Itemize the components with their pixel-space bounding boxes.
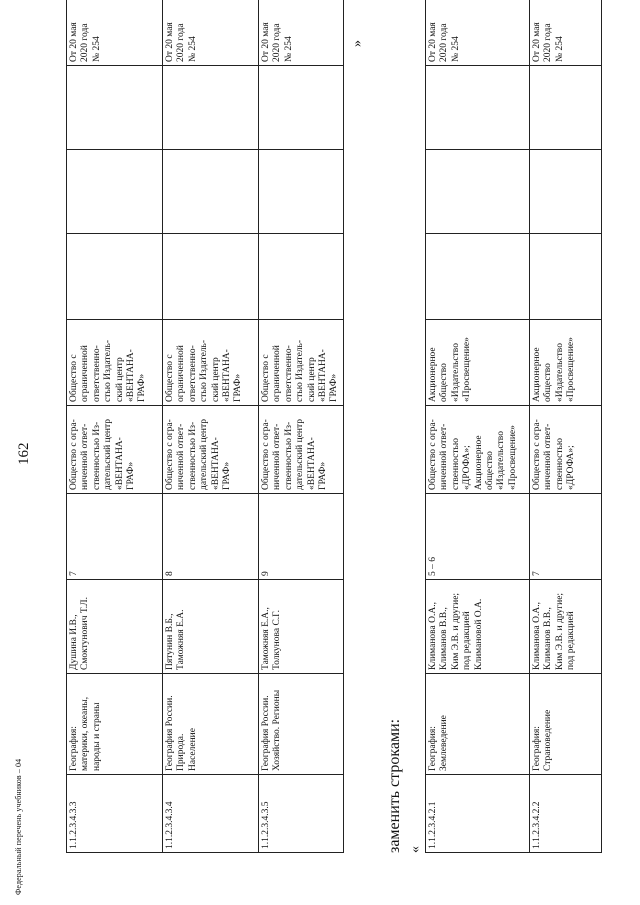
cell-code xyxy=(67,775,163,853)
cell-code xyxy=(530,775,602,853)
cell-publisher2 xyxy=(530,320,602,406)
cell-publisher xyxy=(163,406,259,494)
cell-grade xyxy=(530,494,602,580)
cell-text-date: От 20 мая 2020 года № 254 xyxy=(428,22,461,62)
cell-text-date: От 20 мая 2020 года № 254 xyxy=(532,22,565,62)
cell-empty xyxy=(530,66,602,150)
cell-title xyxy=(67,674,163,775)
cell-empty xyxy=(163,66,259,150)
cell-text-publisher2: Акционерное общество «Издательство «Просвещение» xyxy=(532,337,577,402)
textbook-table-top xyxy=(66,0,344,853)
cell-empty xyxy=(530,150,602,234)
cell-text-publisher: Общество с огра- ниченной ответ- ственностью Из- дательский центр «ВЕНТАНА- ГРАФ» xyxy=(261,418,328,490)
cell-text-publisher2: Общество с ограниченной ответственно- стью Издатель- ский центр «ВЕНТАНА- ГРАФ» xyxy=(165,339,244,402)
cell-empty xyxy=(426,66,530,150)
cell-text-publisher2: Общество с ограниченной ответственно- стью Издатель- ский центр «ВЕНТАНА- ГРАФ» xyxy=(261,339,340,402)
cell-empty xyxy=(426,150,530,234)
cell-text-title: География: материки, океаны, народы и страны xyxy=(69,696,102,771)
cell-title xyxy=(259,674,344,775)
cell-text-date: От 20 мая 2020 года № 254 xyxy=(261,22,294,62)
cell-text-code: 1.1.2.3.4.3.4 xyxy=(165,801,175,849)
cell-authors xyxy=(530,580,602,674)
cell-empty xyxy=(259,234,344,320)
cell-publisher2 xyxy=(67,320,163,406)
cell-text-publisher2: Акционерное общество «Издательство «Просвещение» xyxy=(428,337,473,402)
cell-grade xyxy=(426,494,530,580)
cell-publisher xyxy=(259,406,344,494)
table-row xyxy=(426,0,530,853)
cell-text-authors: Таможняя Е.А., Толкунова С.Г. xyxy=(261,607,283,670)
cell-text-code: 1.1.2.3.4.2.1 xyxy=(428,801,438,849)
cell-publisher xyxy=(67,406,163,494)
cell-text-authors: Пятунин В.Б., Таможняя Е.А. xyxy=(165,609,187,670)
cell-empty xyxy=(426,234,530,320)
closing-quote: » xyxy=(350,40,365,47)
cell-authors xyxy=(67,580,163,674)
cell-code xyxy=(426,775,530,853)
cell-grade xyxy=(163,494,259,580)
cell-text-date: От 20 мая 2020 года № 254 xyxy=(165,22,198,62)
cell-text-grade: 5 – 6 xyxy=(428,557,438,576)
cell-empty xyxy=(530,234,602,320)
cell-text-title: География России. Хозяйство. Регионы xyxy=(261,689,283,771)
cell-text-grade: 8 xyxy=(165,571,175,576)
cell-empty xyxy=(67,66,163,150)
cell-text-code: 1.1.2.3.4.3.3 xyxy=(69,801,79,849)
cell-text-publisher: Общество с огра- ниченной ответ- ственностью «ДРОФА»; xyxy=(532,419,577,490)
cell-authors xyxy=(426,580,530,674)
replace-instruction: заменить строками: xyxy=(386,718,403,853)
page-number: 162 xyxy=(16,442,32,465)
textbook-table-bottom xyxy=(425,0,602,853)
cell-empty xyxy=(259,150,344,234)
footer-note: Федеральный перечень учебников – 04 xyxy=(14,758,23,895)
cell-title xyxy=(530,674,602,775)
cell-publisher2 xyxy=(426,320,530,406)
cell-date xyxy=(67,0,163,66)
table-row xyxy=(259,0,344,853)
cell-text-authors: Душина И.В., Смоктунович Т.Л. xyxy=(69,597,91,670)
cell-text-authors: Климанова О.А., Климанов В.В., Ким Э.В. и другие; под редакцией xyxy=(532,592,577,670)
cell-text-code: 1.1.2.3.4.3.5 xyxy=(261,801,271,849)
cell-publisher xyxy=(530,406,602,494)
cell-text-publisher: Общество с огра- ниченной ответ- ственностью «ДРОФА»; Акционерное общество «Издательство «Просвещение» xyxy=(428,419,518,490)
cell-publisher2 xyxy=(163,320,259,406)
cell-date xyxy=(259,0,344,66)
cell-publisher2 xyxy=(259,320,344,406)
table-row xyxy=(530,0,602,853)
table-row xyxy=(67,0,163,853)
cell-empty xyxy=(163,234,259,320)
cell-code xyxy=(163,775,259,853)
cell-text-title: География России. Природа. Население xyxy=(165,695,198,771)
cell-date xyxy=(163,0,259,66)
cell-text-grade: 9 xyxy=(261,571,271,576)
cell-date xyxy=(426,0,530,66)
cell-empty xyxy=(163,150,259,234)
cell-text-grade: 7 xyxy=(532,571,542,576)
cell-text-title: География: Землеведение xyxy=(428,715,450,771)
cell-authors xyxy=(163,580,259,674)
table-row xyxy=(163,0,259,853)
cell-text-grade: 7 xyxy=(69,571,79,576)
cell-text-date: От 20 мая 2020 года № 254 xyxy=(69,22,102,62)
cell-text-authors: Климанова О.А., Климанов В.В., Ким Э.В. и другие; под редакцией Климановой О.А. xyxy=(428,592,484,670)
cell-text-code: 1.1.2.3.4.2.2 xyxy=(532,801,542,849)
cell-code xyxy=(259,775,344,853)
cell-empty xyxy=(67,234,163,320)
cell-text-title: География: Страноведение xyxy=(532,709,554,771)
cell-title xyxy=(163,674,259,775)
cell-date xyxy=(530,0,602,66)
cell-text-publisher: Общество с огра- ниченной ответ- ственностью Из- дательский центр «ВЕНТАНА- ГРАФ» xyxy=(69,418,136,490)
cell-grade xyxy=(259,494,344,580)
cell-text-publisher: Общество с огра- ниченной ответ- ственностью Из- дательский центр «ВЕНТАНА- ГРАФ» xyxy=(165,418,232,490)
cell-publisher xyxy=(426,406,530,494)
opening-quote: « xyxy=(408,846,423,853)
cell-title xyxy=(426,674,530,775)
cell-authors xyxy=(259,580,344,674)
cell-text-publisher2: Общество с ограниченной ответственно- стью Издатель- ский центр «ВЕНТАНА- ГРАФ» xyxy=(69,339,148,402)
cell-empty xyxy=(259,66,344,150)
cell-empty xyxy=(67,150,163,234)
cell-grade xyxy=(67,494,163,580)
